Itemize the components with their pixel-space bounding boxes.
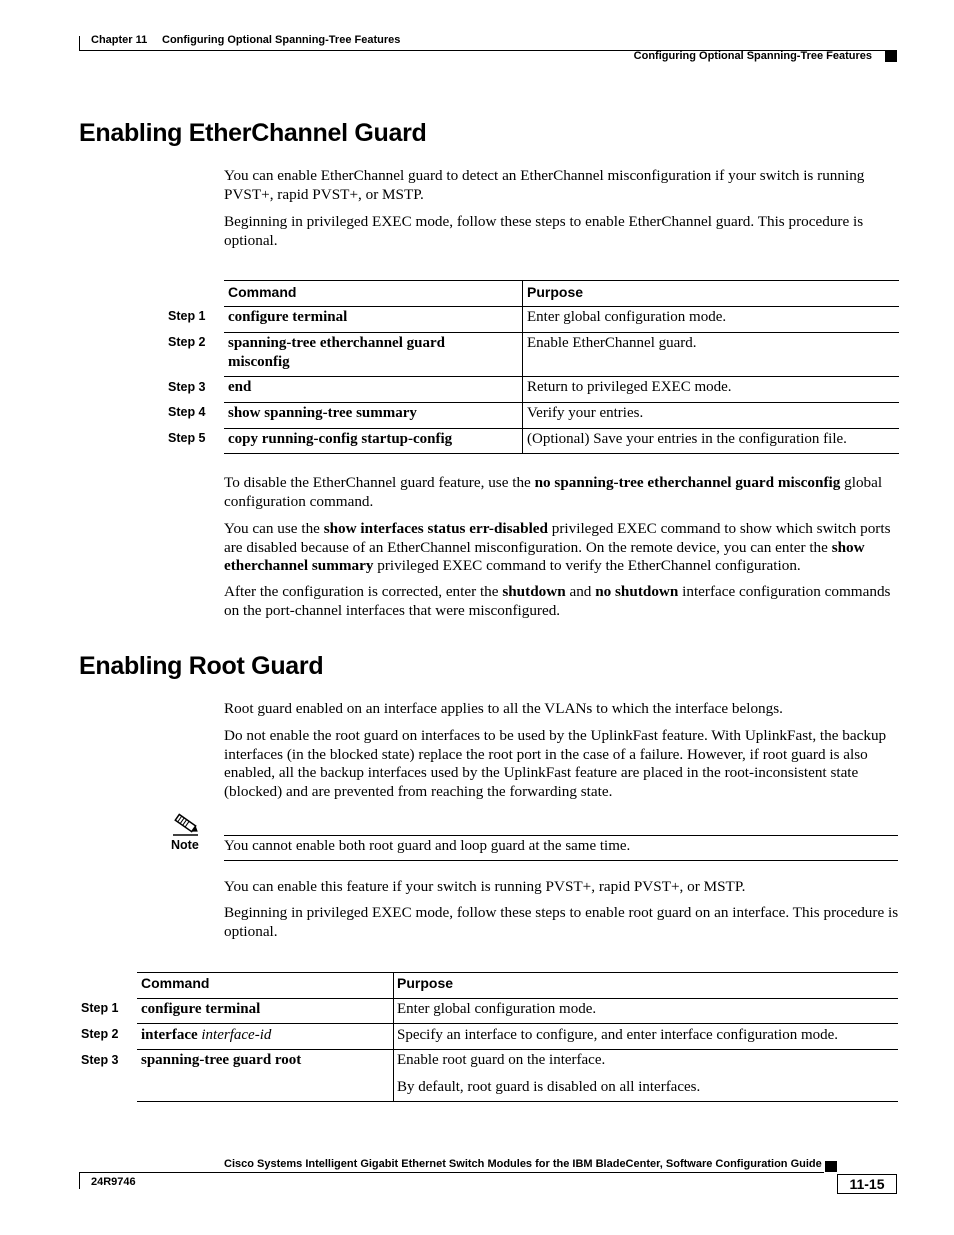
step-label: Step 3	[81, 1053, 119, 1067]
command-text: no spanning-tree etherchannel guard misconfig	[534, 474, 841, 491]
command-text: shutdown	[502, 583, 566, 600]
header-section-title: Configuring Optional Spanning-Tree Features	[633, 50, 872, 62]
purpose-cell: Verify your entries.	[527, 405, 644, 421]
paragraph: You can enable EtherChannel guard to detect an EtherChannel misconfiguration if your switch is running PVST+, rapid PVST+, or MSTP.	[224, 167, 865, 203]
table-bottom-rule	[224, 453, 899, 454]
step-label: Step 2	[168, 335, 206, 349]
table-header-purpose: Purpose	[397, 975, 454, 991]
command-text: no shutdown	[595, 583, 679, 600]
purpose-cell: Enable EtherChannel guard.	[527, 335, 697, 351]
paragraph: Beginning in privileged EXEC mode, follow these steps to enable EtherChannel guard. This procedure is optional.	[224, 213, 864, 249]
command-cell: spanning-tree etherchannel guard misconfig	[228, 335, 445, 370]
command-cell: show spanning-tree summary	[228, 405, 417, 421]
text-run: privileged EXEC command to show which switch ports are disabled because of an EtherChannel misconfiguration. On the remote device, you can enter the	[224, 520, 891, 556]
step-label: Step 1	[81, 1001, 119, 1015]
section-title-root-guard: Enabling Root Guard	[79, 652, 324, 680]
pencil-note-icon	[172, 812, 200, 836]
paragraph	[224, 583, 899, 620]
section-title-etherchannel-guard: Enabling EtherChannel Guard	[79, 119, 427, 147]
table-header-rule	[137, 998, 898, 999]
step-label: Step 2	[81, 1027, 119, 1041]
purpose-cell: (Optional) Save your entries in the configuration file.	[527, 431, 847, 447]
paragraph: You can enable this feature if your switch is running PVST+, rapid PVST+, or MSTP.	[224, 878, 746, 895]
table-row-rule	[224, 402, 899, 403]
footer-square-marker	[825, 1161, 837, 1172]
note-text: You cannot enable both root guard and loop guard at the same time.	[224, 838, 631, 854]
footer-book-title: Cisco Systems Intelligent Gigabit Ethernet Switch Modules for the IBM BladeCenter, Software Configuration Guide	[224, 1158, 822, 1170]
paragraph	[224, 474, 899, 511]
table-row-rule	[224, 376, 899, 377]
table-header-command: Command	[228, 284, 297, 300]
paragraph	[224, 520, 899, 576]
command-cell: spanning-tree guard root	[141, 1052, 302, 1068]
command-cell: copy running-config startup-config	[228, 431, 453, 447]
footer-rule	[79, 1172, 824, 1173]
header-chapter-title: Configuring Optional Spanning-Tree Features	[162, 34, 401, 46]
command-text: show etherchannel summary	[224, 538, 865, 575]
paragraph: Beginning in privileged EXEC mode, follow these steps to enable root guard on an interface. This procedure is optional.	[224, 904, 899, 940]
table-top-rule	[224, 280, 899, 281]
step-label: Step 4	[168, 405, 206, 419]
header-chapter: Chapter 11	[91, 34, 148, 46]
text-run: privileged EXEC command to verify the EtherChannel configuration.	[373, 557, 801, 575]
paragraph: Root guard enabled on an interface applies to all the VLANs to which the interface belongs.	[224, 700, 783, 717]
table-column-divider	[393, 972, 394, 1101]
command-cell: end	[228, 379, 252, 395]
command-cell: configure terminal	[228, 309, 348, 325]
command-keyword: interface	[141, 1027, 198, 1043]
purpose-cell: Specify an interface to configure, and enter interface configuration mode.	[397, 1027, 839, 1043]
command-cell: configure terminal	[141, 1001, 261, 1017]
purpose-cell-note: By default, root guard is disabled on all interfaces.	[397, 1079, 701, 1095]
purpose-cell: Enable root guard on the interface.	[397, 1052, 606, 1068]
step-label: Step 5	[168, 431, 206, 445]
table-top-rule	[137, 972, 898, 973]
text-run: You can use the	[224, 520, 324, 537]
table-row-rule	[137, 1023, 898, 1024]
table-row-rule	[224, 428, 899, 429]
table-bottom-rule	[137, 1101, 898, 1102]
footer-doc-number: 24R9746	[91, 1176, 136, 1188]
table-header-rule	[224, 306, 899, 307]
text-run: and	[565, 583, 596, 600]
text-run: To disable the EtherChannel guard feature, use the	[224, 474, 535, 491]
note-bottom-rule	[224, 860, 898, 861]
table-header-purpose: Purpose	[527, 284, 584, 300]
table-row-rule	[137, 1049, 898, 1050]
header-left-bar	[79, 36, 80, 51]
purpose-cell: Enter global configuration mode.	[527, 309, 727, 325]
text-run: global configuration command.	[224, 474, 883, 510]
command-text: show interfaces status err-disabled	[323, 520, 548, 537]
text-run: interface configuration commands on the port-channel interfaces that were misconfigured.	[224, 583, 891, 619]
note-top-rule	[224, 835, 898, 836]
note-label: Note	[171, 838, 199, 852]
table-row-rule	[224, 332, 899, 333]
command-cell	[141, 1026, 271, 1045]
purpose-cell: Return to privileged EXEC mode.	[527, 379, 732, 395]
step-label: Step 3	[168, 380, 206, 394]
table-header-command: Command	[141, 975, 210, 991]
footer-left-bar	[79, 1172, 80, 1189]
command-argument: interface-id	[201, 1027, 272, 1043]
page-number: 11-15	[837, 1174, 897, 1194]
paragraph: Do not enable the root guard on interfaces to be used by the UplinkFast feature. With UplinkFast, the backup interfaces (in the blocked state) replace the root port in the case of a failure. However, if root guard is also enabled, all the backup interfaces used by the UplinkFast feature are placed in the root-inconsistent state (blocked) and are prevented from reaching the forwarding state.	[224, 727, 887, 800]
header-square-marker	[885, 51, 897, 62]
step-label: Step 1	[168, 309, 206, 323]
purpose-cell: Enter global configuration mode.	[397, 1001, 597, 1017]
text-run: After the configuration is corrected, enter the	[224, 583, 503, 600]
table-column-divider	[522, 280, 523, 453]
